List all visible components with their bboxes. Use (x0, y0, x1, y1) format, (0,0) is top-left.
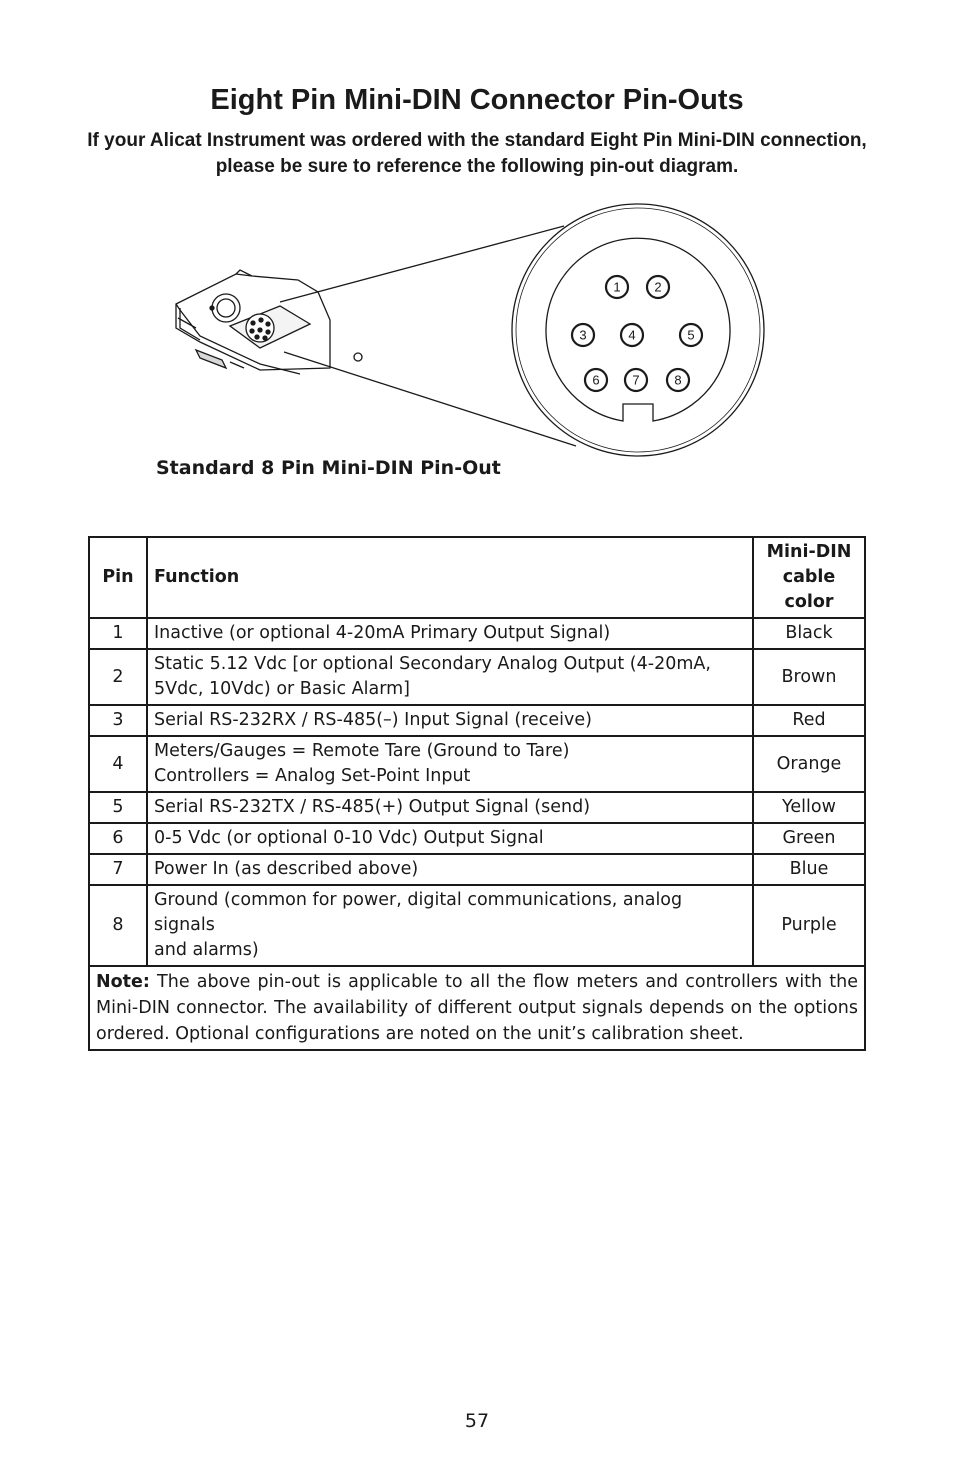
pin-3-label: 3 (579, 327, 587, 343)
row-function: Power In (as described above) (147, 854, 753, 885)
row-color: Brown (753, 649, 865, 705)
row-pin: 1 (89, 618, 147, 649)
row-function-line1: Ground (common for power, digital communications, analog signals (154, 890, 683, 935)
pin-1-label: 1 (613, 279, 621, 295)
row-function (147, 736, 753, 792)
page-title: Eight Pin Mini-DIN Connector Pin-Outs (210, 84, 744, 116)
pin-6-label: 6 (592, 372, 600, 388)
row-pin: 3 (89, 705, 147, 736)
device-illustration (176, 270, 362, 374)
page-number: 57 (464, 1410, 490, 1432)
row-color: Black (753, 618, 865, 649)
note-cell (89, 966, 865, 1050)
table-row (89, 823, 865, 854)
note-text: The above pin-out is applicable to all the flow meters and controllers with the Mini-DIN connector. The availability of different output signals depends on the options ordered. Optional configurations are noted on the unit’s calibration sheet. (96, 972, 858, 1044)
header-color-line2: cable color (782, 567, 836, 612)
header-color-line1: Mini-DIN (766, 542, 852, 562)
header-function: Function (147, 537, 753, 618)
row-color: Orange (753, 736, 865, 792)
row-function-line2: and alarms) (154, 940, 259, 960)
pin-8-label: 8 (674, 372, 682, 388)
pin-7-label: 7 (632, 372, 640, 388)
row-pin: 4 (89, 736, 147, 792)
table-row (89, 649, 865, 705)
row-pin: 2 (89, 649, 147, 705)
row-pin: 6 (89, 823, 147, 854)
row-color: Purple (753, 885, 865, 966)
row-function-line1: Static 5.12 Vdc [or optional Secondary Analog Output (4-20mA, (154, 654, 711, 674)
row-function (147, 885, 753, 966)
diagram-caption: Standard 8 Pin Mini-DIN Pin-Out (156, 457, 501, 479)
table-row (89, 705, 865, 736)
note-label: Note: (96, 972, 150, 992)
row-pin: 7 (89, 854, 147, 885)
row-function: Serial RS-232RX / RS-485(–) Input Signal (receive) (147, 705, 753, 736)
row-pin: 5 (89, 792, 147, 823)
header-pin: Pin (89, 537, 147, 618)
table-note-row (89, 966, 865, 1050)
table-row (89, 854, 865, 885)
pin-5-label: 5 (687, 327, 695, 343)
row-function: 0-5 Vdc (or optional 0-10 Vdc) Output Signal (147, 823, 753, 854)
table-row (89, 885, 865, 966)
table-row (89, 618, 865, 649)
row-color: Blue (753, 854, 865, 885)
table-row (89, 736, 865, 792)
row-function-line2: 5Vdc, 10Vdc) or Basic Alarm] (154, 679, 410, 699)
page-subtitle: If your Alicat Instrument was ordered with the standard Eight Pin Mini-DIN connection, please be sure to reference the following pin-out diagram. (87, 130, 867, 177)
pin-2-label: 2 (654, 279, 662, 295)
row-color: Red (753, 705, 865, 736)
row-color: Yellow (753, 792, 865, 823)
table-row (89, 792, 865, 823)
row-function-line1: Meters/Gauges = Remote Tare (Ground to Tare) (154, 741, 570, 761)
row-function: Serial RS-232TX / RS-485(+) Output Signal (send) (147, 792, 753, 823)
pin-4-label: 4 (628, 327, 636, 343)
row-function (147, 649, 753, 705)
table-header-row (89, 537, 865, 618)
row-color: Green (753, 823, 865, 854)
row-function-line2: Controllers = Analog Set-Point Input (154, 766, 471, 786)
pinout-table (88, 536, 866, 1051)
row-pin: 8 (89, 885, 147, 966)
row-function: Inactive (or optional 4-20mA Primary Output Signal) (147, 618, 753, 649)
header-color (753, 537, 865, 618)
mini-din-diagram (160, 200, 780, 460)
